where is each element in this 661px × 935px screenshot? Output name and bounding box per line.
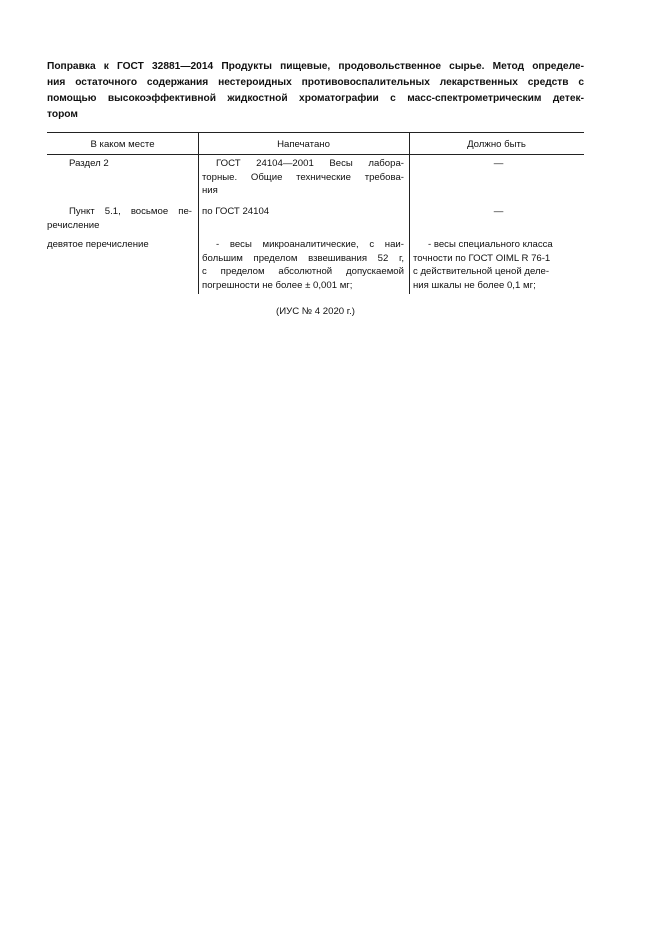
header-printed: Напечатано (277, 139, 330, 150)
column-divider (198, 132, 199, 294)
table-top-rule (47, 132, 584, 133)
table-row-1-should-be: — (493, 158, 504, 169)
header-should-be: Должно быть (467, 139, 526, 150)
table-row-2-printed: по ГОСТ 24104 (202, 206, 270, 217)
column-divider (409, 132, 410, 294)
publication-reference: (ИУС № 4 2020 г.) (276, 306, 355, 317)
title-line: ния остаточного содержания нестероидных противовоспалительных лекарственных средств с (47, 77, 584, 88)
amendment-title (47, 59, 584, 123)
table-row-2-should-be: — (493, 206, 504, 217)
title-line: тором (47, 109, 78, 120)
table-row-3-printed: - весы микроаналитические, с наи- большим пределом взвешивания 52 г, с пределом абсолютной допускаемой погрешности не более ± 0,001 мг; (202, 239, 404, 291)
table-row-2-place: Пункт 5.1, восьмое пе- речисление (47, 206, 192, 231)
table-row-3-place: девятое перечисление (47, 239, 149, 250)
header-place: В каком месте (90, 139, 155, 150)
title-line: Поправка к ГОСТ 32881—2014 Продукты пищевые, продовольственное сырье. Метод определе- (47, 61, 584, 72)
table-row-3-should-be: - весы специального класса точности по ГОСТ OIML R 76-1 с действительной ценой деле- ния шкалы не более 0,1 мг; (413, 239, 553, 291)
title-line: помощью высокоэффективной жидкостной хроматографии с масс-спектрометрическим детек- (47, 93, 584, 104)
table-row-1-place: Раздел 2 (69, 158, 109, 169)
table-header-rule (47, 154, 584, 155)
table-row-1-printed: ГОСТ 24104—2001 Весы лабора- торные. Общие технические требова- ния (202, 158, 404, 196)
